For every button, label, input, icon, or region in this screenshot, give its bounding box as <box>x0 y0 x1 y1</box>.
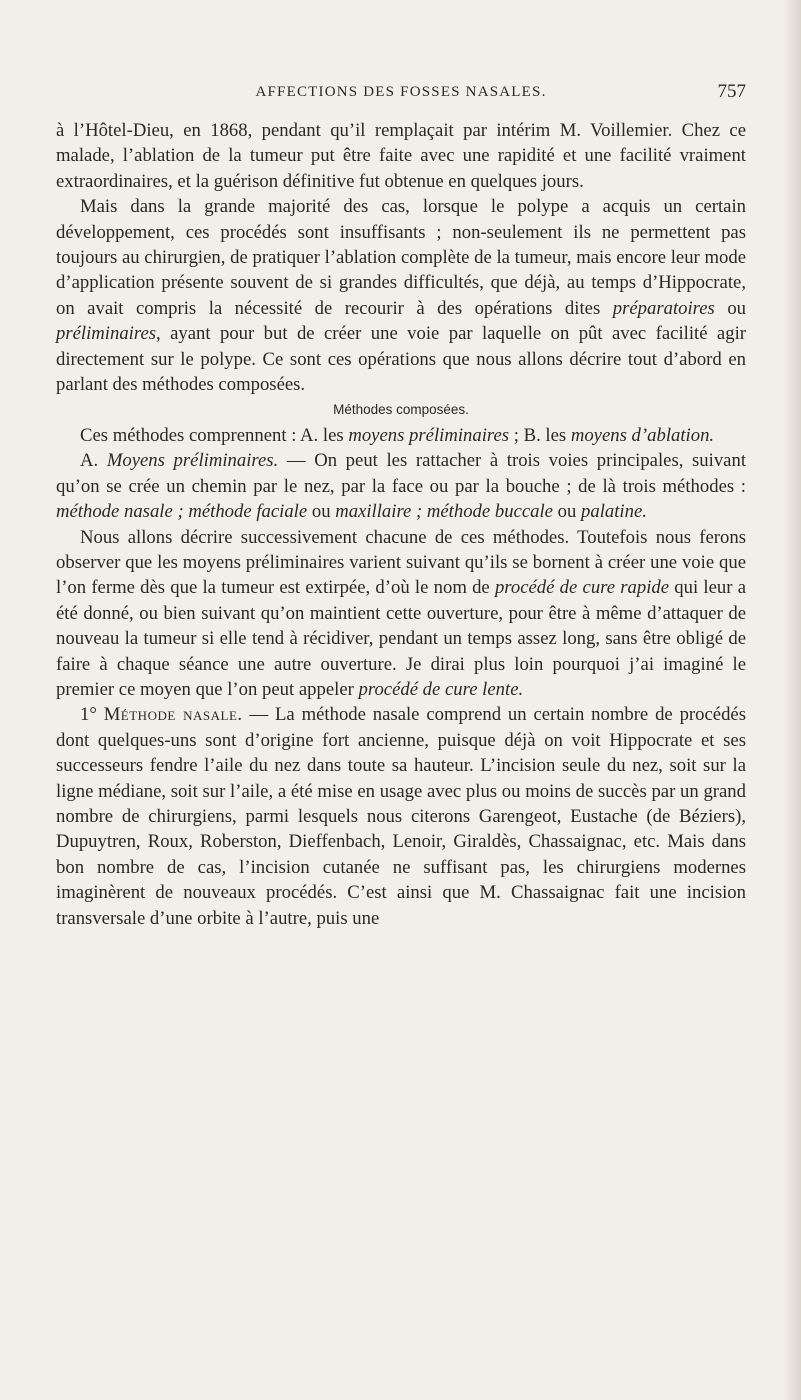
text-run: — On peut les rattacher à trois voies principales, suivant qu’on se crée un chemin par le nez, par la face ou par la bouche ; de là trois méthodes : <box>56 450 747 497</box>
italic-term: préparatoires <box>612 297 715 319</box>
paragraph <box>56 448 746 524</box>
italic-term: Moyens préliminaires. <box>106 450 279 472</box>
italic-term: préliminaires <box>56 323 157 345</box>
paragraph <box>56 194 746 397</box>
text-run: qui leur a été donné, ou bien suivant qu’on maintient cette ouverture, pour être à même d’attaquer de nouveau la tumeur si elle tend à récidiver, pendant un temps assez long, sans être obligé de faire à chaque séance une autre ouverture. Je dirai plus loin pourquoi j’ai imaginé le premier ce moyen que l’on peut appeler <box>56 577 746 700</box>
paragraph <box>56 118 746 194</box>
page-number: 757 <box>717 81 746 102</box>
small-caps-heading: Méthode nasale. <box>103 704 243 726</box>
text-run: , ayant pour but de créer une voie par laquelle on pût avec facilité agir directement sur le polype. Ce sont ces opérations que nous allons décrire tout d’abord en parlant des méthodes composées. <box>56 323 746 396</box>
italic-term: moyens d’ablation. <box>570 424 715 446</box>
text-run: A. <box>80 450 107 472</box>
text-run: ou <box>307 501 336 523</box>
italic-term: maxillaire ; méthode buccale <box>335 501 553 523</box>
paragraph <box>56 702 746 931</box>
italic-term: procédé de cure rapide <box>494 577 670 599</box>
text-run: — La méthode nasale comprend un certain nombre de procédés dont quelques-uns sont d’origine fort ancienne, puisque déjà on voit Hippocrate et ses successeurs fendre l’aile du nez dans toute sa hauteur. L’incision seule du nez, soit sur la ligne médiane, soit sur l’aile, a été mise en usage avec plus ou moins de succès par un grand nombre de chirurgiens, parmi lesquels nous citerons Garengeot, Eustache (de Béziers), Dupuytren, Roux, Roberston, Dieffenbach, Lenoir, Giraldès, Chassaignac, etc. Mais dans bon nombre de cas, l’incision cutanée ne suffisant pas, les chirurgiens modernes imaginèrent de nouveaux procédés. C’est ainsi que M. Chassaignac fait une incision transversale d’une orbite à l’autre, puis une <box>56 704 746 929</box>
text-run: ou <box>552 501 582 523</box>
italic-term: palatine. <box>581 501 647 523</box>
text-run: Nous allons décrire successivement chacune de ces méthodes. Toutefois nous ferons observer que les moyens préliminaires varient suivant qu’ils se bornent à créer une voie que l’on ferme dès que la tumeur est extirpée, d’où le nom de <box>56 526 746 599</box>
text-run: Mais dans la grande majorité des cas, lorsque le polype a acquis un certain développement, ces procédés sont insuffisants ; non-seulement ils ne permettent pas toujours au chirurgien, de pratiquer l’ablation complète de la tumeur, mais encore leur mode d’application présente souvent de si grandes difficultés, que déjà, au temps d’Hippocrate, on avait compris la nécessité de recourir à des opérations dites <box>56 196 746 319</box>
section-heading: Méthodes composées. <box>333 402 469 418</box>
text-run: ; B. les <box>509 424 571 446</box>
page-header <box>56 81 746 108</box>
italic-term: méthode nasale ; méthode faciale <box>56 501 308 523</box>
italic-term: procédé de cure lente. <box>358 678 524 700</box>
running-head: AFFECTIONS DES FOSSES NASALES. <box>255 84 547 100</box>
body-text <box>56 118 746 931</box>
text-run: Ces méthodes comprennent : A. les <box>80 424 349 446</box>
paragraph <box>56 423 746 448</box>
italic-term: moyens préliminaires <box>348 424 510 446</box>
text-run: ou <box>714 297 747 319</box>
text-run: 1° <box>80 704 104 726</box>
paragraph <box>56 525 746 703</box>
text-run: à l’Hôtel-Dieu, en 1868, pendant qu’il remplaçait par intérim M. Voillemier. Chez ce malade, l’ablation de la tumeur put être faite avec une rapidité et une facilité vraiment extraordinaires, et la guérison définitive fut obtenue en quelques jours. <box>56 120 746 192</box>
